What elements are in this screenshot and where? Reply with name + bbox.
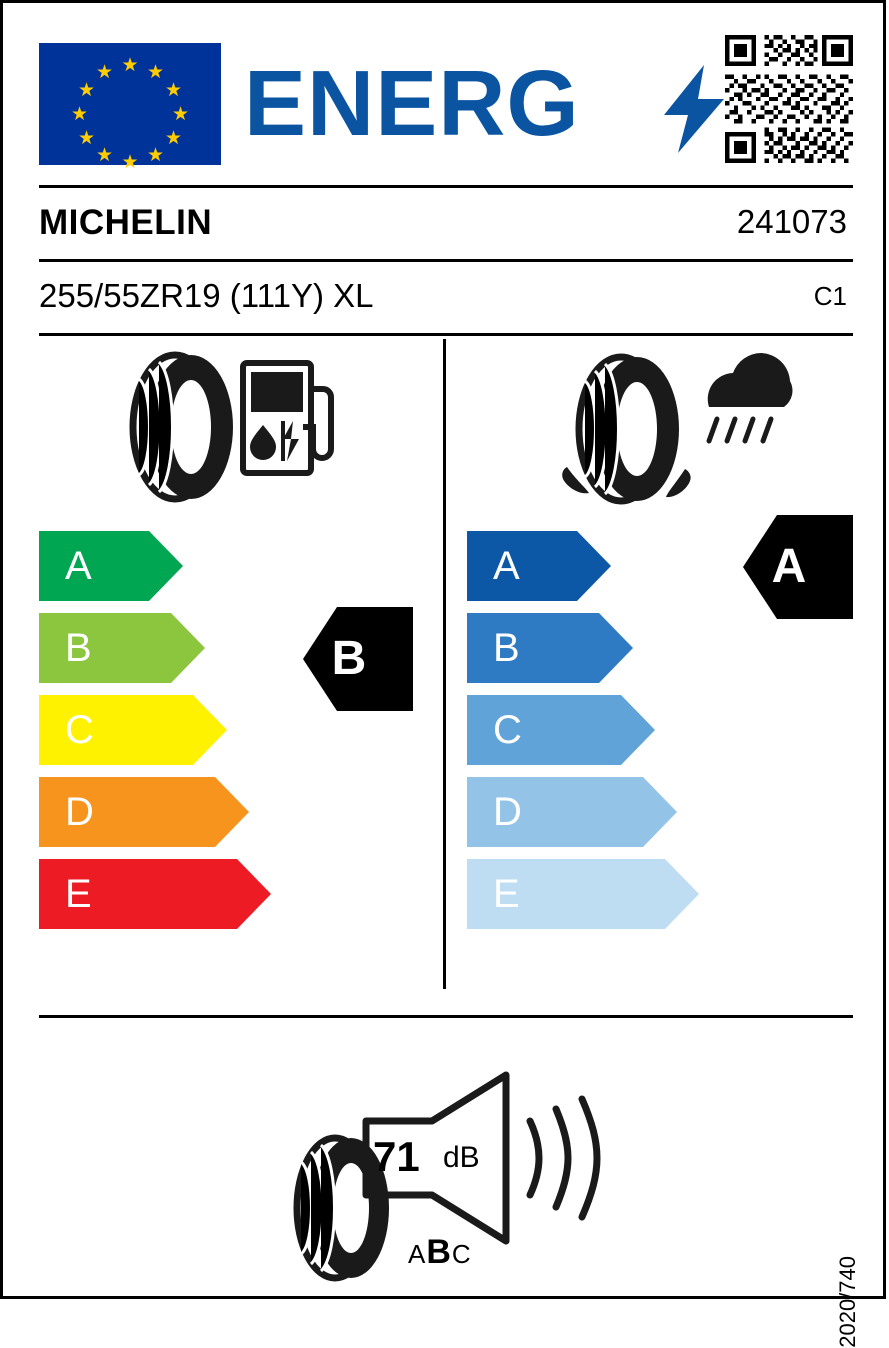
grade-letter: D [65,790,94,834]
grade-letter: D [493,790,522,834]
grade-letter: A [65,544,92,588]
divider-1 [39,185,853,188]
divider-2 [39,259,853,262]
grade-row [467,859,699,929]
regulation-reference: 2020/740 [835,1256,860,1348]
grade-row [467,777,699,847]
divider-3 [39,333,853,336]
grade-row [467,531,699,601]
eu-flag-icon: ★ ★ ★ ★ ★ ★ ★ ★ ★ ★ ★ ★ [39,43,221,165]
grade-arrow-a [467,531,611,601]
noise-class-c: C [451,1239,472,1269]
grade-row [467,695,699,765]
qr-code-icon [725,35,853,163]
page-title: ENERG [244,51,580,155]
grade-row [39,613,271,683]
wet-grip-rating-marker [743,515,853,619]
fuel-efficiency-scale [39,531,271,941]
wet-grip-scale [467,531,699,941]
grade-row [39,859,271,929]
grade-letter: B [493,626,520,670]
tyre-size: 255/55ZR19 (111Y) XL [39,277,374,314]
noise-class-b-selected: B [426,1233,452,1271]
noise-section [3,1033,889,1273]
model-code: 241073 [736,203,847,240]
pictogram-row [3,339,889,524]
brand-name: MICHELIN [39,203,213,242]
grade-row [39,777,271,847]
grade-letter: C [65,708,94,752]
grade-letter: E [65,872,92,916]
grade-letter: E [493,872,520,916]
grade-arrow-b [39,613,205,683]
tyre-splash-icon [562,357,690,501]
tyre-icon [133,355,233,499]
divider-4 [39,1015,853,1018]
fuel-drop-icon [250,421,299,461]
wet-grip-rating: A [771,540,807,593]
label-header [39,35,853,173]
rain-cloud-icon [708,353,793,441]
grade-arrow-a [39,531,183,601]
grade-row [467,613,699,683]
grade-arrow-b [467,613,633,683]
fuel-efficiency-pictogram [123,349,333,509]
noise-class-scale [408,1233,472,1272]
grade-letter: C [493,708,522,752]
noise-unit: dB [443,1141,480,1174]
grade-row [39,695,271,765]
grade-letter: B [65,626,92,670]
fuel-efficiency-rating: B [331,632,367,685]
fuel-efficiency-rating-marker [303,607,413,711]
tyre-class-code: C1 [813,281,847,311]
grade-row [39,531,271,601]
lightning-bolt-icon [664,65,724,153]
noise-class-a: A [408,1239,427,1269]
wet-grip-pictogram [559,349,789,514]
noise-value: 71 [373,1133,420,1180]
grade-letter: A [493,544,520,588]
